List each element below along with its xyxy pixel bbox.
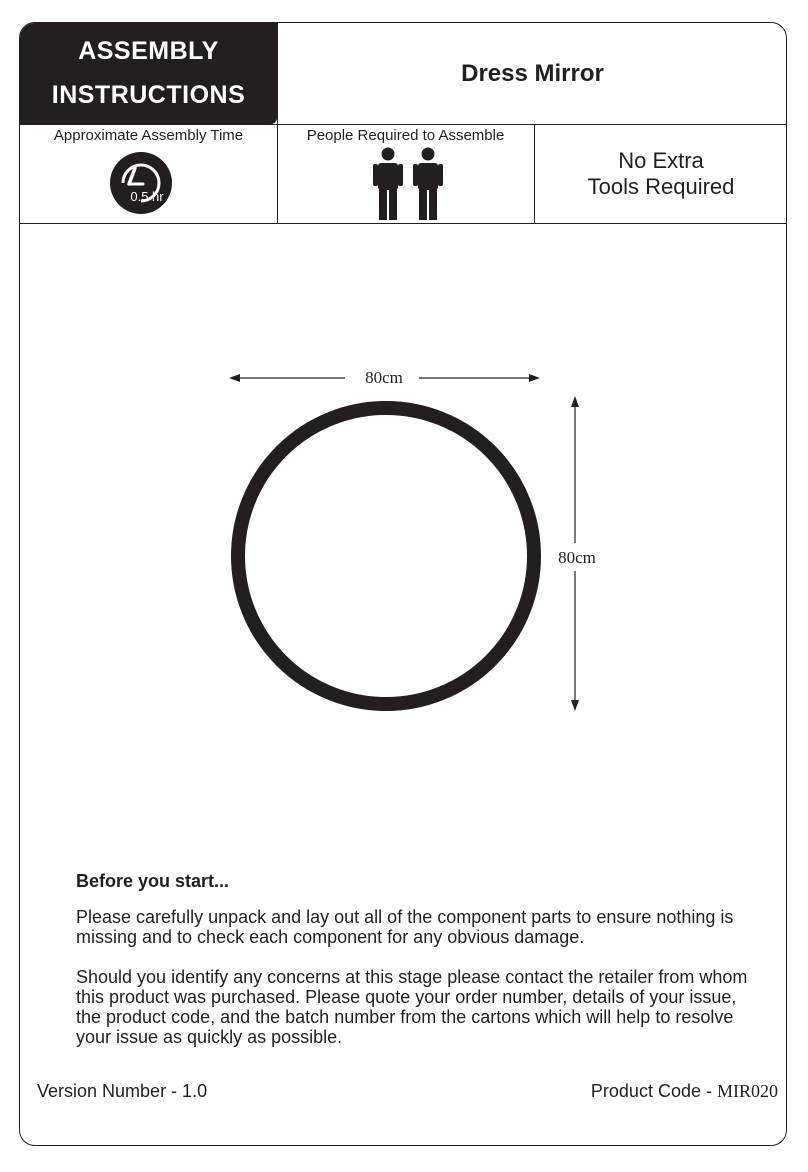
product-name-text: Dress Mirror bbox=[461, 59, 604, 87]
banner-title-line-1: ASSEMBLY bbox=[78, 37, 219, 65]
instruction-sheet bbox=[19, 22, 787, 1146]
assembly-time-label: Approximate Assembly Time bbox=[53, 127, 244, 144]
banner-title-line-2: INSTRUCTIONS bbox=[51, 81, 246, 109]
tools-line-1: No Extra bbox=[618, 148, 704, 173]
before-you-start-heading: Before you start... bbox=[76, 871, 230, 891]
instructions-paragraph-2: Should you identify any concerns at this stage please contact the retailer from whom this product was purchased. Please quote your order number, details of your issue, the product code, and the batch number from the cartons which will help to resolve your issue as quickly as possible. bbox=[76, 967, 748, 1047]
width-label: 80cm bbox=[365, 368, 403, 387]
instructions-paragraph-1: Please carefully unpack and lay out all of the component parts to ensure nothing is missing and to check each component for any obvious damage. bbox=[76, 907, 734, 947]
version-number: Version Number - 1.0 bbox=[37, 1081, 208, 1101]
product-code-label: Product Code - bbox=[590, 1081, 712, 1101]
people-required-label: People Required to Assemble bbox=[306, 127, 505, 144]
product-code bbox=[591, 1081, 778, 1102]
tools-line-2: Tools Required bbox=[587, 174, 735, 199]
assembly-time-value: 0.5 hr bbox=[130, 189, 164, 204]
round-mirror-frame bbox=[238, 408, 534, 704]
mirror-dimension-diagram bbox=[20, 23, 787, 743]
product-code-value: MIR020 bbox=[716, 1081, 778, 1101]
height-label: 80cm bbox=[558, 548, 596, 567]
